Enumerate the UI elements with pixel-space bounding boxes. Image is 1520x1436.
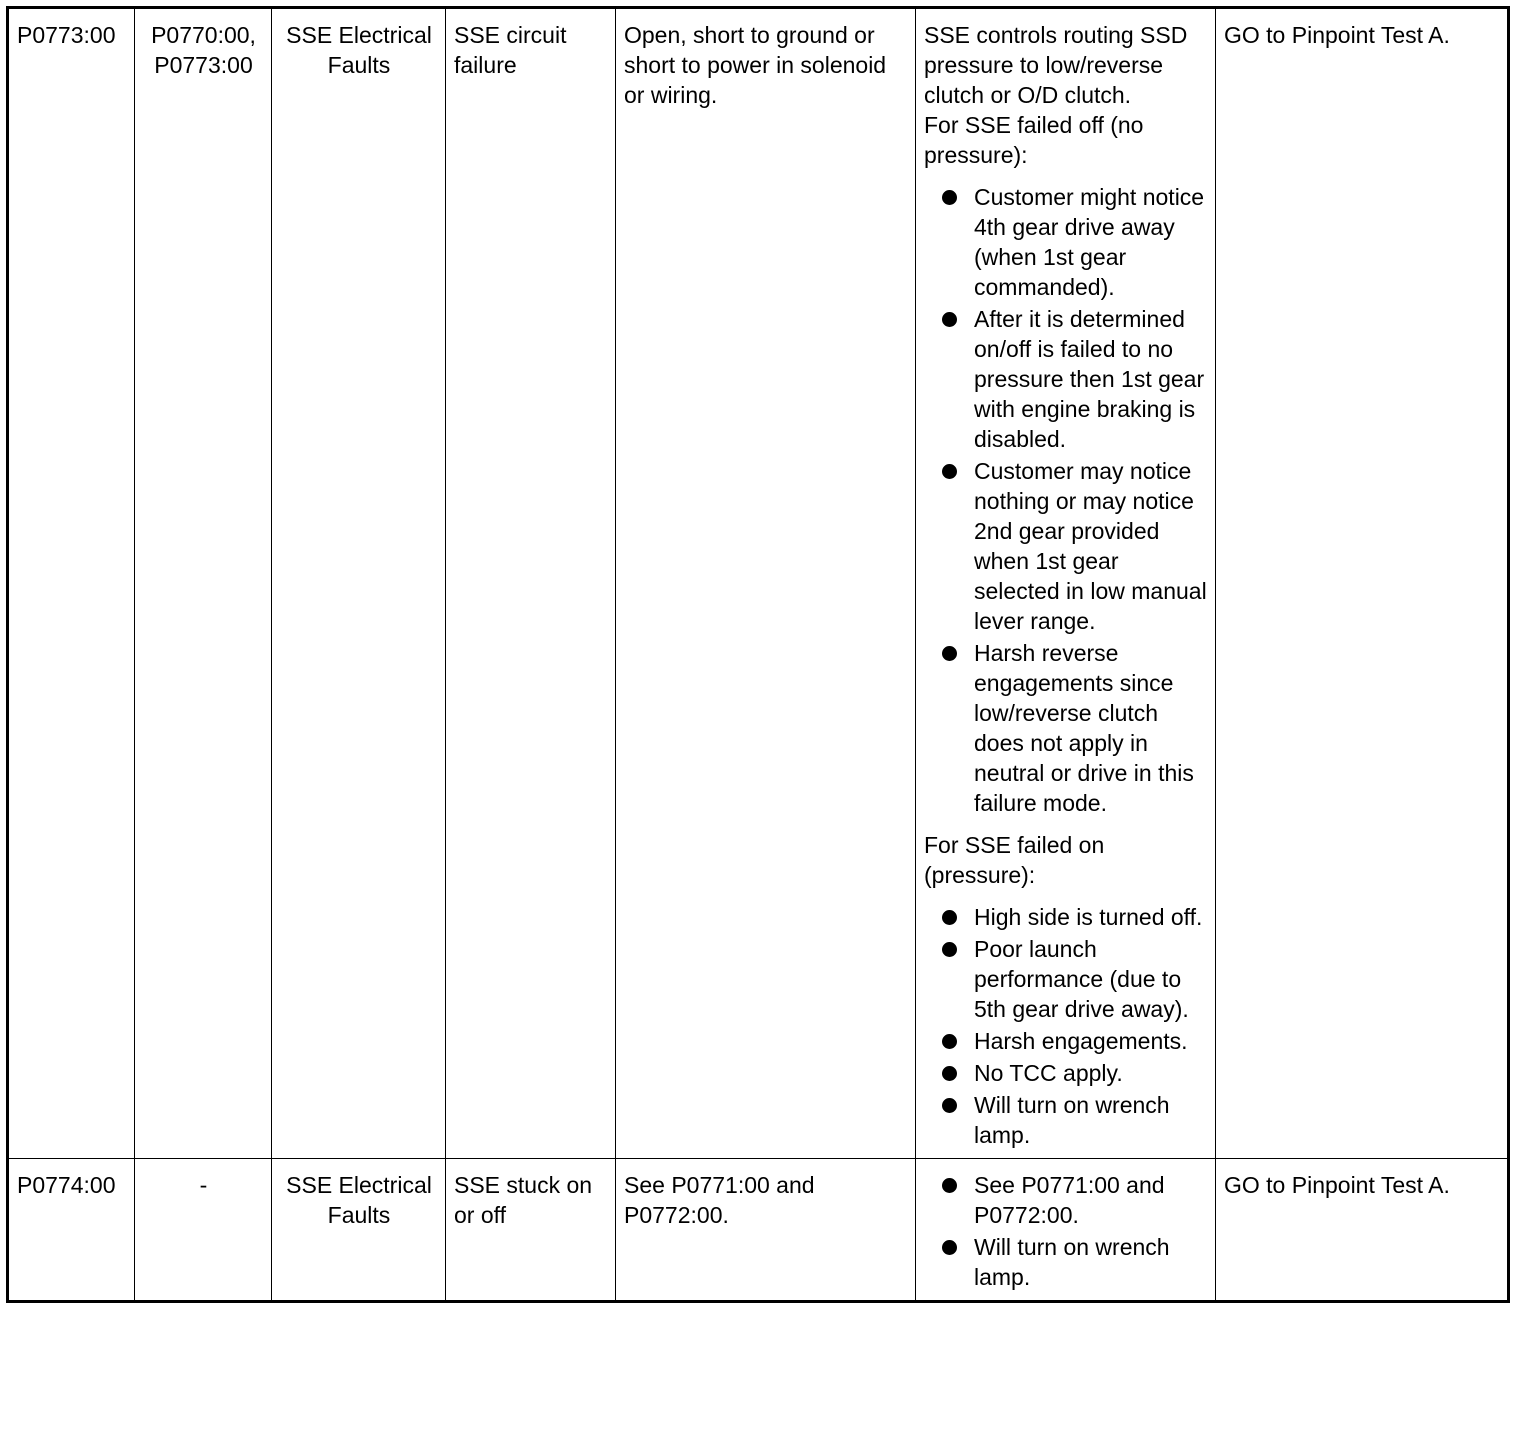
related-dtcs-cell: - (135, 1159, 272, 1302)
bullet-icon (942, 1240, 957, 1255)
condition-cell: Open, short to ground or short to power in solenoid or wiring. (616, 8, 916, 1159)
bullet-icon (942, 1178, 957, 1193)
list-item: Poor launch performance (due to 5th gear drive away). (924, 934, 1208, 1024)
symptom-intro: SSE controls routing SSD pressure to low/reverse clutch or O/D clutch. (924, 22, 1188, 108)
list-item: Harsh reverse engagements since low/reverse clutch does not apply in neutral or drive in this failure mode. (924, 638, 1208, 818)
condition-cell: See P0771:00 and P0772:00. (616, 1159, 916, 1302)
table-row (8, 8, 1509, 1159)
related-dtcs-cell: P0770:00, P0773:00 (135, 8, 272, 1159)
list-item: Will turn on wrench lamp. (924, 1090, 1208, 1150)
list-item: Customer may notice nothing or may notice 2nd gear provided when 1st gear selected in low manual lever range. (924, 456, 1208, 636)
list-item: After it is determined on/off is failed to no pressure then 1st gear with engine braking is disabled. (924, 304, 1208, 454)
symptoms-cell (916, 1159, 1216, 1302)
dtc-table (6, 6, 1510, 1303)
bullet-icon (942, 910, 957, 925)
action-cell: GO to Pinpoint Test A. (1216, 1159, 1509, 1302)
dtc-cell: P0774:00 (8, 1159, 135, 1302)
symptom-list-failed-on (924, 902, 1208, 1150)
symptom-subheading: For SSE failed off (no pressure): (924, 112, 1144, 168)
list-item: High side is turned off. (924, 902, 1208, 932)
list-item: No TCC apply. (924, 1058, 1208, 1088)
bullet-icon (942, 942, 957, 957)
bullet-icon (942, 190, 957, 205)
description-cell: SSE circuit failure (446, 8, 616, 1159)
list-item: See P0771:00 and P0772:00. (924, 1170, 1208, 1230)
bullet-icon (942, 464, 957, 479)
symptom-list-failed-off (924, 182, 1208, 818)
description-cell: SSE stuck on or off (446, 1159, 616, 1302)
symptom-subheading: For SSE failed on (pressure): (924, 832, 1105, 888)
category-cell: SSE Electrical Faults (272, 1159, 446, 1302)
action-cell: GO to Pinpoint Test A. (1216, 8, 1509, 1159)
dtc-cell: P0773:00 (8, 8, 135, 1159)
list-item: Harsh engagements. (924, 1026, 1208, 1056)
symptom-list (924, 1170, 1208, 1292)
bullet-icon (942, 646, 957, 661)
bullet-icon (942, 1066, 957, 1081)
category-cell: SSE Electrical Faults (272, 8, 446, 1159)
bullet-icon (942, 312, 957, 327)
list-item: Customer might notice 4th gear drive away (when 1st gear commanded). (924, 182, 1208, 302)
bullet-icon (942, 1098, 957, 1113)
list-item: Will turn on wrench lamp. (924, 1232, 1208, 1292)
table-row (8, 1159, 1509, 1302)
symptoms-cell (916, 8, 1216, 1159)
bullet-icon (942, 1034, 957, 1049)
